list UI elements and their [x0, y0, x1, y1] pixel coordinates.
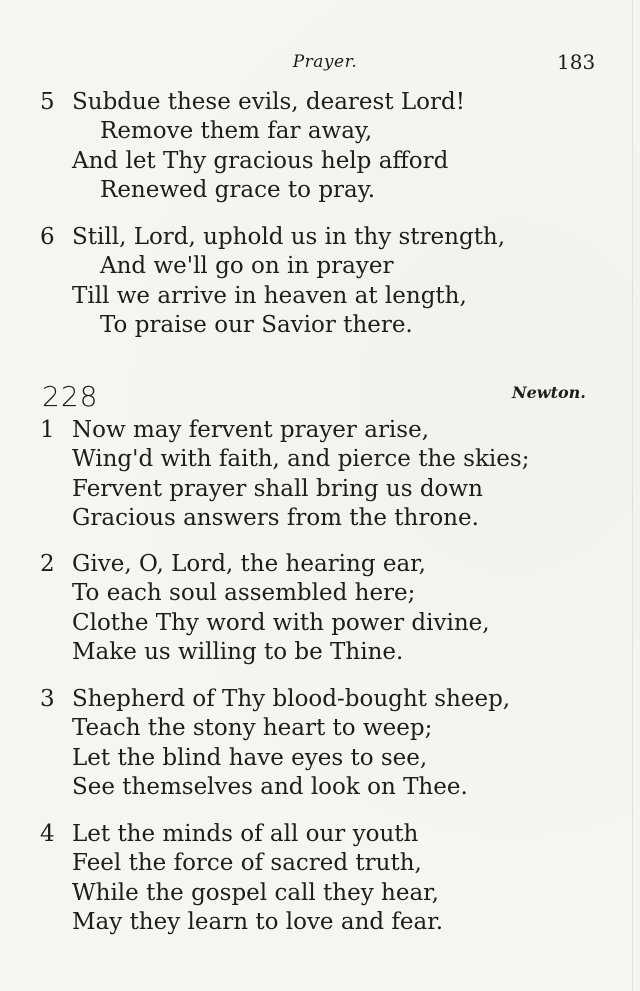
stanza-number: 5 — [40, 89, 55, 115]
stanza-5 — [40, 88, 610, 205]
running-header-title: Prayer. — [292, 52, 358, 72]
stanza-line: Teach the stony heart to weep; — [72, 715, 433, 742]
stanza-line: Renewed grace to pray. — [100, 176, 376, 203]
stanza-line: Remove them far away, — [100, 118, 373, 145]
verse-text: Subdue these evils, dearest Lord! — [72, 89, 465, 115]
stanza-line: Make us willing to be Thine. — [72, 638, 404, 665]
verse-text: Still, Lord, uphold us in thy strength, — [72, 224, 506, 250]
hymn-stanza-4 — [40, 820, 610, 937]
stanza-line — [40, 685, 610, 714]
stanza-number: 2 — [40, 551, 55, 577]
stanza-line: Clothe Thy word with power divine, — [72, 609, 490, 636]
stanza-number: 1 — [40, 417, 55, 443]
stanza-6 — [40, 223, 610, 340]
stanza-line: And let Thy gracious help afford — [72, 147, 449, 174]
hymn-number: 228 — [42, 380, 99, 413]
stanza-line: Till we arrive in heaven at length, — [72, 282, 467, 309]
stanza-line — [40, 550, 610, 579]
stanza-line: To praise our Savior there. — [100, 311, 413, 338]
stanza-line — [40, 223, 610, 252]
stanza-line: To each soul assembled here; — [72, 580, 416, 607]
verse-text: Now may fervent prayer arise, — [72, 417, 430, 443]
hymn-stanza-2 — [40, 550, 610, 667]
stanza-line — [40, 88, 610, 117]
stanza-line: Let the blind have eyes to see, — [72, 744, 428, 771]
stanza-line — [40, 820, 610, 849]
stanza-number: 3 — [40, 686, 55, 712]
stanza-line: Fervent prayer shall bring us down — [72, 475, 483, 502]
stanza-number: 4 — [40, 821, 55, 847]
stanza-line: Gracious answers from the throne. — [72, 504, 479, 531]
verse-text: Give, O, Lord, the hearing ear, — [72, 551, 426, 577]
page-number: 183 — [557, 50, 596, 74]
stanza-line: See themselves and look on Thee. — [72, 773, 468, 800]
stanza-number: 6 — [40, 224, 55, 250]
hymn-stanza-1 — [40, 416, 610, 533]
stanza-line: Wing'd with faith, and pierce the skies; — [72, 446, 530, 473]
stanza-line — [40, 416, 610, 445]
hymn-stanza-3 — [40, 685, 610, 802]
verse-text: Shepherd of Thy blood-bought sheep, — [72, 686, 511, 712]
stanza-line: And we'll go on in prayer — [100, 253, 394, 280]
stanza-line: Feel the force of sacred truth, — [72, 850, 422, 877]
hymn-author: Newton. — [512, 383, 586, 402]
page-edge — [632, 0, 633, 991]
stanza-line: May they learn to love and fear. — [72, 908, 444, 935]
verse-text: Let the minds of all our youth — [72, 821, 419, 847]
stanza-line: While the gospel call they hear, — [72, 879, 439, 906]
